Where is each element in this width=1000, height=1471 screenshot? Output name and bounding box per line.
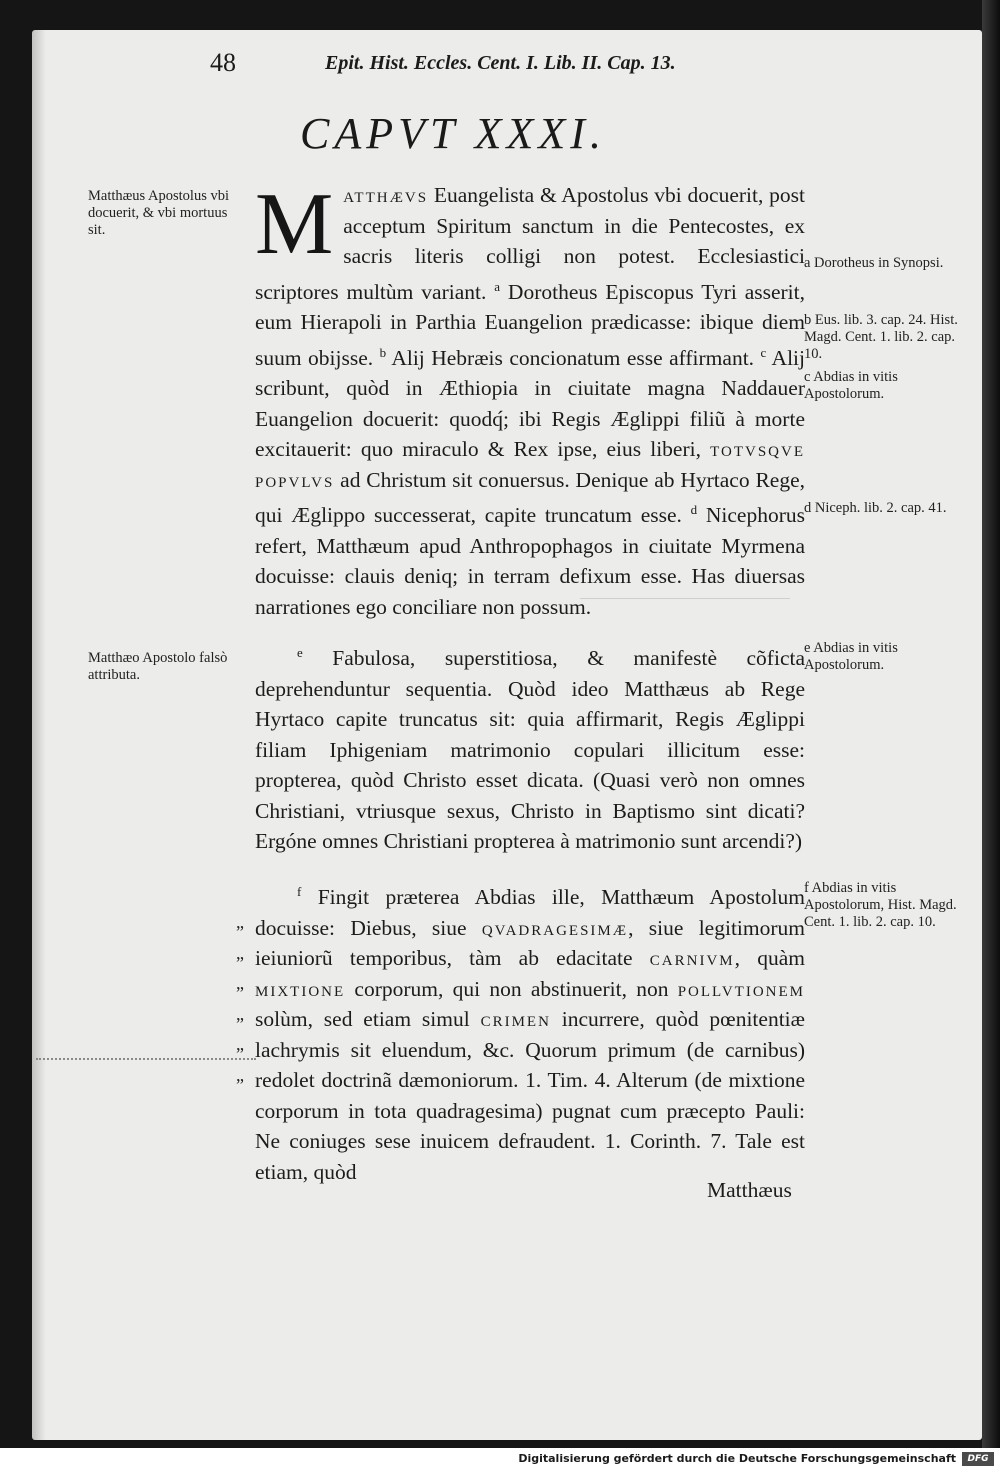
margin-note-left: Matthæus Apostolus vbi docuerit, & vbi mortuus sit. bbox=[88, 188, 229, 238]
small-caps-text: mixtione bbox=[255, 976, 346, 1001]
footnote-ref: b bbox=[379, 344, 387, 360]
quote-mark: „ bbox=[236, 942, 244, 963]
running-title: Epit. Hist. Eccles. Cent. I. Lib. II. Cap. 13. bbox=[325, 52, 676, 74]
funding-credit: Digitalisierung gefördert durch die Deutsche Forschungsgemeinschaft bbox=[518, 1452, 956, 1465]
paragraph-3 bbox=[255, 877, 805, 1187]
body-text-run: Fabulosa, superstitiosa, & manifestè cõficta deprehenduntur sequentia. Quòd ideo Matthæus ab Rege Hyrtaco capite truncatus sit: quia affirmarit, Regis Æglippi filiam Iphigeniam matrimonio copulari illicitum esse: propterea, quòd Christo esset dicata. (Quasi verò non omnes Christiani, vtriusque sexus, Christo in Baptismo sint dicati? Ergóne omnes Christiani propterea à matrimonio sunt arcendi?) bbox=[255, 646, 805, 854]
page-edge-shadow bbox=[32, 30, 46, 1440]
small-caps-text: carnivm bbox=[649, 946, 735, 971]
margin-note-right-c: c Abdias in vitis Apostolorum. bbox=[804, 369, 898, 402]
margin-note-right-e: e Abdias in vitis Apostolorum. bbox=[804, 640, 898, 673]
quote-mark: „ bbox=[236, 1064, 244, 1085]
footnote-ref: d bbox=[690, 502, 698, 518]
drop-cap-initial: M bbox=[255, 176, 334, 273]
small-caps-text: pollvtionem bbox=[677, 976, 805, 1001]
quote-mark: „ bbox=[236, 1003, 244, 1024]
dfg-logo: DFG bbox=[962, 1452, 994, 1466]
small-caps-text: qvadragesimæ bbox=[481, 915, 629, 940]
body-text-run: incurrere, quòd pœnitentiæ lachrymis sit eluendum, &c. Quorum primum (de carnibus) redolet doctrinã dæmoniorum. 1. Tim. 4. Alterum (de mixtione corporum in tota quadragesima) pugnat cum præcepto Pauli: Ne coniuges sese inuicem defraudent. 1. Corinth. 7. Tale est etiam, quòd bbox=[255, 1007, 805, 1184]
footnote-ref: e bbox=[297, 645, 303, 660]
body-text-run: , siue legitimorum ieiuniorũ temporibus, tàm ab edacitate bbox=[255, 915, 805, 971]
margin-note-right-a: a Dorotheus in Synopsi. bbox=[804, 255, 944, 271]
margin-note-left: Matthæo Apostolo falsò attributa. bbox=[88, 650, 228, 683]
quote-mark: „ bbox=[236, 912, 244, 932]
footnote-ref: c bbox=[760, 344, 767, 360]
margin-note-right-b: b Eus. lib. 3. cap. 24. Hist. Magd. Cent. 1. lib. 2. cap. 10. bbox=[804, 312, 958, 362]
body-text-run: , quàm bbox=[734, 946, 805, 971]
body-text-run: Dorotheus Episcopus Tyri asserit, eum Hierapoli in Parthia Euangelion prædicasse: ibique diem suum obijsse. bbox=[255, 279, 806, 370]
quote-mark: „ bbox=[236, 1034, 244, 1054]
chapter-heading: CAPVT XXXI. bbox=[300, 109, 606, 158]
running-head bbox=[210, 48, 730, 88]
faint-ink-line bbox=[580, 598, 790, 599]
body-text-run: Nicephorus refert, Matthæum apud Anthropophagos in ciuitate Myrmena docuisse: clauis deniq; in terram defixum esse. Has diuersas narrationes ego conciliare non possum. bbox=[255, 503, 805, 619]
small-caps-text: atthævs bbox=[343, 183, 429, 207]
paragraph-2 bbox=[255, 638, 805, 857]
digitization-footer bbox=[0, 1448, 1000, 1471]
margin-note-right-f: f Abdias in vitis Apostolorum, Hist. Magd. Cent. 1. lib. 2. cap. 10. bbox=[804, 880, 957, 930]
page-number: 48 bbox=[210, 48, 236, 77]
body-text-run: solùm, sed etiam simul bbox=[255, 1007, 481, 1032]
footnote-ref: f bbox=[297, 884, 302, 899]
footnote-ref: a bbox=[494, 278, 501, 294]
paragraph-1 bbox=[255, 176, 806, 622]
small-caps-text: crimen bbox=[480, 1007, 551, 1032]
body-text-run: corporum, qui non abstinuerit, non bbox=[345, 976, 678, 1001]
margin-note-right-d: d Niceph. lib. 2. cap. 41. bbox=[804, 500, 947, 516]
body-text-run: Alij scribunt, quòd in Æthiopia in ciuitate magna Naddauer Euangelion docuerit: quodq́; ibi Regis Æglippi filiũ à morte excitauerit: quo miraculo & Rex ipse, eius liberi, bbox=[255, 345, 805, 462]
body-text-run: Fingit præterea Abdias ille, Matthæum Apostolum docuisse: Diebus, siue bbox=[255, 885, 805, 940]
body-text-run: Alij Hebræis concionatum esse affirmant. bbox=[386, 345, 761, 370]
book-spine bbox=[982, 0, 1000, 1448]
catchword: Matthæus bbox=[707, 1178, 792, 1202]
body-text-run: Euangelista & Apostolus vbi docuerit, post acceptum Spiritum sanctum in die Pentecostes, ex sacris literis colligi non potest. Ecclesiastici scriptores multùm variant. bbox=[255, 183, 805, 304]
quote-mark: „ bbox=[236, 973, 244, 993]
small-caps-text: totvsqve popvlvs bbox=[255, 437, 805, 492]
body-text-run: ad Christum sit conuersus. Denique ab Hyrtaco Rege, qui Æglippo successerat, capite truncatum esse. bbox=[255, 467, 805, 528]
dotted-rule bbox=[36, 1058, 256, 1060]
